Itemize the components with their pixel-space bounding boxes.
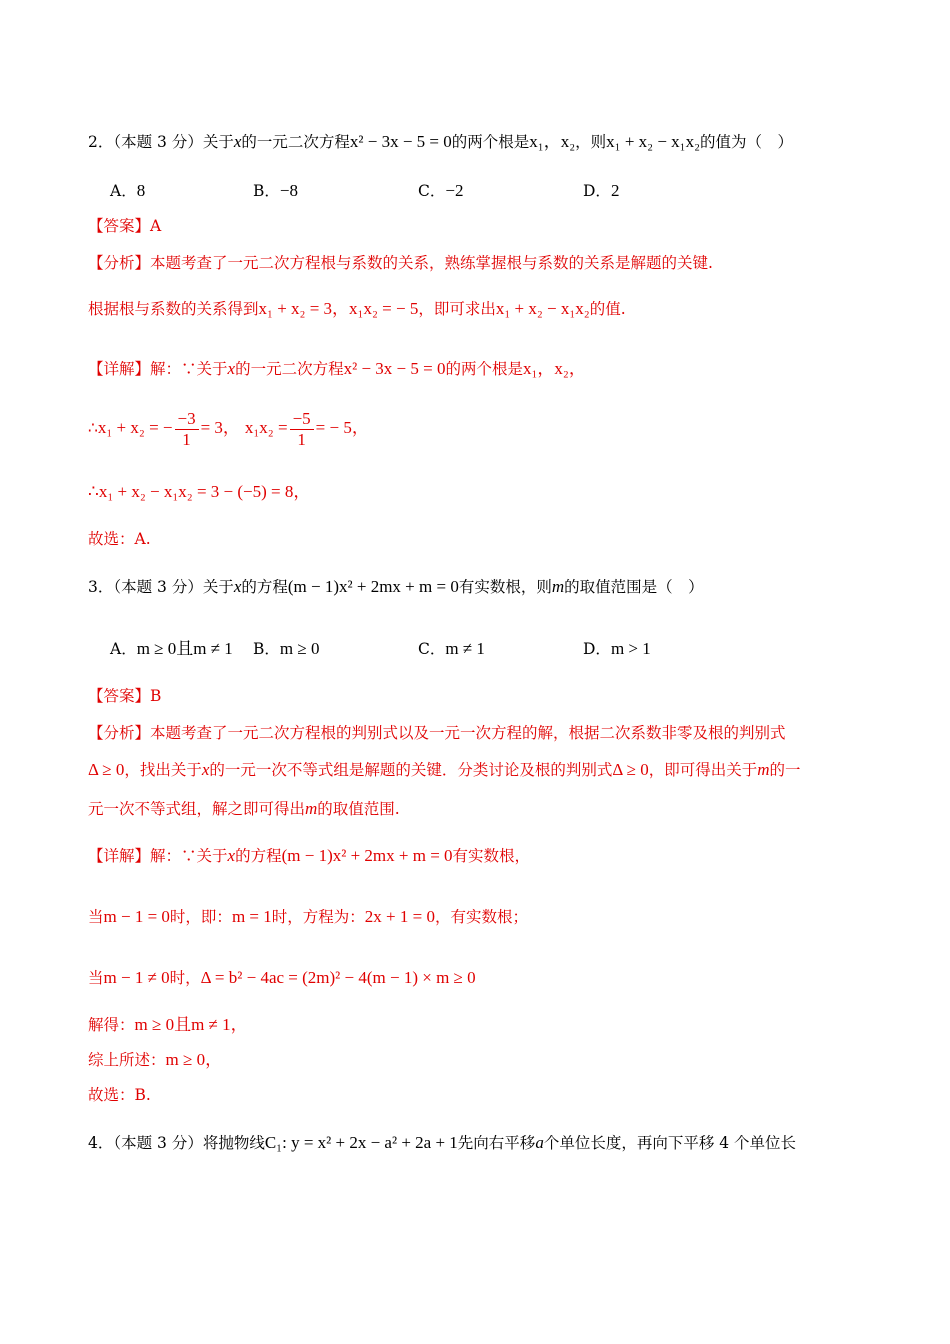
q4-stem-a: a xyxy=(535,1133,544,1152)
option-value: 8 xyxy=(136,181,146,200)
q3-detail-line-5 xyxy=(88,1049,222,1071)
q4-stem-prefix: 4．（本题 3 分）将抛物线 xyxy=(88,1134,265,1152)
detail-text: 时， xyxy=(169,969,201,987)
fraction xyxy=(290,409,314,450)
q2-stem xyxy=(88,131,793,153)
detail-equation: x₁ + x₂ = − xyxy=(97,418,173,437)
q3-conclusion: 故选：B. xyxy=(88,1086,151,1104)
detail-text: 解：∵关于 xyxy=(150,847,228,865)
detail-text: 当 xyxy=(88,969,104,987)
q2-stem-prefix: 2．（本题 3 分）关于 xyxy=(88,133,234,151)
q3-answer xyxy=(88,685,161,707)
detail-text: 有实数根， xyxy=(452,847,531,865)
detail-equation: Δ = b² − 4ac = (2m)² − 4(m − 1) × m ≥ 0 xyxy=(200,968,476,987)
q2-detail-line-1 xyxy=(88,358,586,380)
q3-analysis-line-1 xyxy=(88,722,786,744)
detail-condition: m − 1 = 0 xyxy=(103,907,170,926)
q2-stem-then: ，则 xyxy=(575,133,607,151)
q3-analysis-line-2 xyxy=(88,759,801,781)
q4-stem-mid: 先向右平移 xyxy=(457,1134,536,1152)
detail-tag: 【详解】 xyxy=(88,360,151,378)
analysis-variable: m xyxy=(757,760,770,779)
analysis-text: 本题考查了一元二次方程根的判别式以及一元一次方程的解，根据二次系数非零及根的判别式 xyxy=(150,724,786,742)
q3-stem-prefix: 3．（本题 3 分）关于 xyxy=(88,578,234,596)
q2-answer xyxy=(88,215,161,237)
detail-text: 的一元二次方程 xyxy=(235,360,344,378)
option-label: D． xyxy=(583,640,611,658)
q3-stem xyxy=(88,576,704,598)
q3-option-a[interactable] xyxy=(110,638,233,660)
detail-variable: x xyxy=(227,846,236,865)
fraction xyxy=(175,409,199,450)
q3-stem-suffix: 的取值范围是（ ） xyxy=(564,578,704,596)
detail-text: ，有实数根； xyxy=(434,908,528,926)
q2-stem-mid: 的一元二次方程 xyxy=(241,133,350,151)
detail-roots: x₁，x₂， xyxy=(522,359,586,378)
q2-option-d[interactable] xyxy=(583,180,619,202)
q2-stem-roots: x₁，x₂ xyxy=(529,132,576,151)
detail-value: m = 1 xyxy=(231,907,272,926)
analysis-text: 根据根与系数的关系得到 xyxy=(88,300,259,318)
option-value: −2 xyxy=(445,181,464,200)
q2-stem-expression: x₁ + x₂ − x₁x₂ xyxy=(606,132,701,151)
q2-detail-line-3: ∴x₁ + x₂ − x₁x₂ = 3 − (−5) = 8， xyxy=(88,482,311,501)
q2-conclusion: 故选：A. xyxy=(88,530,151,548)
option-value: m ≥ 0且m ≠ 1 xyxy=(136,639,233,658)
q3-detail-line-3 xyxy=(88,967,476,989)
q2-stem-roots-text: 的两个根是 xyxy=(451,133,530,151)
analysis-expression: x₁ + x₂ − x₁x₂ xyxy=(495,299,590,318)
q2-stem-x: x xyxy=(233,132,242,151)
detail-variable: x xyxy=(227,359,236,378)
analysis-text: 的取值范围. xyxy=(317,800,400,818)
analysis-text: 的一 xyxy=(769,761,801,779)
delta-condition: Δ ≥ 0 xyxy=(88,760,125,779)
q4-stem-equation: C₁: y = x² + 2x − a² + 2a + 1 xyxy=(264,1133,458,1152)
analysis-variable: x xyxy=(201,760,210,779)
option-value: 2 xyxy=(610,181,620,200)
q2-detail-line-2 xyxy=(88,408,369,450)
analysis-tag: 【分析】 xyxy=(88,724,151,742)
q3-detail-line-2 xyxy=(88,906,528,928)
detail-text: 当 xyxy=(88,908,104,926)
detail-text: 的两个根是 xyxy=(445,360,523,378)
fraction-denominator: 1 xyxy=(297,429,306,449)
option-label: D． xyxy=(583,182,611,200)
q2-option-a[interactable] xyxy=(110,180,145,202)
q2-stem-equation: x² − 3x − 5 = 0 xyxy=(349,132,452,151)
detail-equation: m ≥ 0， xyxy=(165,1050,223,1069)
q4-stem-suffix: 个单位长度，再向下平移 4 个单位长 xyxy=(543,1134,797,1152)
option-label: A． xyxy=(110,182,137,200)
q3-stem-x: x xyxy=(233,577,242,596)
option-label: C． xyxy=(418,182,446,200)
answer-tag: 【答案】 xyxy=(88,217,151,235)
detail-equation: 2x + 1 = 0 xyxy=(364,907,435,926)
detail-text: 解：∵关于 xyxy=(150,360,228,378)
q2-option-b[interactable] xyxy=(253,180,298,202)
analysis-text: 的一元一次不等式组是解题的关键．分类讨论及根的判别式 xyxy=(209,761,613,779)
analysis-text: ，即可得出关于 xyxy=(648,761,758,779)
option-value: m ≠ 1 xyxy=(445,639,485,658)
fraction-numerator: −5 xyxy=(290,409,314,430)
q4-stem xyxy=(88,1132,796,1154)
delta-condition: Δ ≥ 0 xyxy=(612,760,649,779)
analysis-text: 的值. xyxy=(589,300,626,318)
detail-condition: m − 1 ≠ 0 xyxy=(103,968,170,987)
answer-tag: 【答案】 xyxy=(88,687,151,705)
q3-option-d[interactable] xyxy=(583,638,651,660)
q3-analysis-line-3 xyxy=(88,798,400,820)
detail-equation: x₁x₂ = xyxy=(244,418,288,437)
q2-analysis-line-2 xyxy=(88,298,626,320)
detail-text: 的方程 xyxy=(235,847,282,865)
q2-analysis-line-1 xyxy=(88,252,713,274)
q2-option-c[interactable] xyxy=(418,180,463,202)
detail-text: 时，方程为： xyxy=(271,908,365,926)
q3-detail-line-4 xyxy=(88,1014,248,1036)
q2-stem-suffix: 的值为（ ） xyxy=(700,133,794,151)
detail-equation: = − 5， xyxy=(315,418,369,437)
option-value: −8 xyxy=(279,181,298,200)
q3-detail-line-1 xyxy=(88,845,530,867)
therefore-symbol: ∴ xyxy=(88,419,98,437)
q3-stem-m: m xyxy=(551,577,565,596)
analysis-text: ，即可求出 xyxy=(418,300,496,318)
option-value: m ≥ 0 xyxy=(279,639,320,658)
detail-text: 解得： xyxy=(88,1016,135,1034)
detail-equation: x² − 3x − 5 = 0 xyxy=(343,359,446,378)
option-label: C． xyxy=(418,640,446,658)
fraction-denominator: 1 xyxy=(182,429,191,449)
option-value: m > 1 xyxy=(610,639,651,658)
option-label: A． xyxy=(110,640,137,658)
analysis-text: 本题考查了一元二次方程根与系数的关系，熟练掌握根与系数的关系是解题的关键. xyxy=(150,254,713,272)
q3-stem-mid: 的方程 xyxy=(241,578,288,596)
q3-option-c[interactable] xyxy=(418,638,485,660)
answer-value: B xyxy=(150,687,162,705)
detail-equation: m ≥ 0且m ≠ 1， xyxy=(134,1015,248,1034)
fraction-numerator: −3 xyxy=(175,409,199,430)
detail-equation: = 3， xyxy=(200,418,240,437)
detail-text: 时，即： xyxy=(169,908,232,926)
q3-option-b[interactable] xyxy=(253,638,319,660)
q3-stem-equation: (m − 1)x² + 2mx + m = 0 xyxy=(287,577,459,596)
analysis-variable: m xyxy=(305,799,318,818)
detail-text: 综上所述： xyxy=(88,1051,166,1069)
detail-equation: (m − 1)x² + 2mx + m = 0 xyxy=(281,846,453,865)
answer-value: A xyxy=(150,217,162,235)
analysis-tag: 【分析】 xyxy=(88,254,151,272)
q3-stem-real: 有实数根，则 xyxy=(458,578,552,596)
analysis-text: ，找出关于 xyxy=(124,761,202,779)
detail-tag: 【详解】 xyxy=(88,847,151,865)
option-label: B． xyxy=(253,182,280,200)
option-label: B． xyxy=(253,640,280,658)
analysis-text: 元一次不等式组，解之即可得出 xyxy=(88,800,306,818)
analysis-equation: x₁ + x₂ = 3，x₁x₂ = − 5 xyxy=(258,299,419,318)
